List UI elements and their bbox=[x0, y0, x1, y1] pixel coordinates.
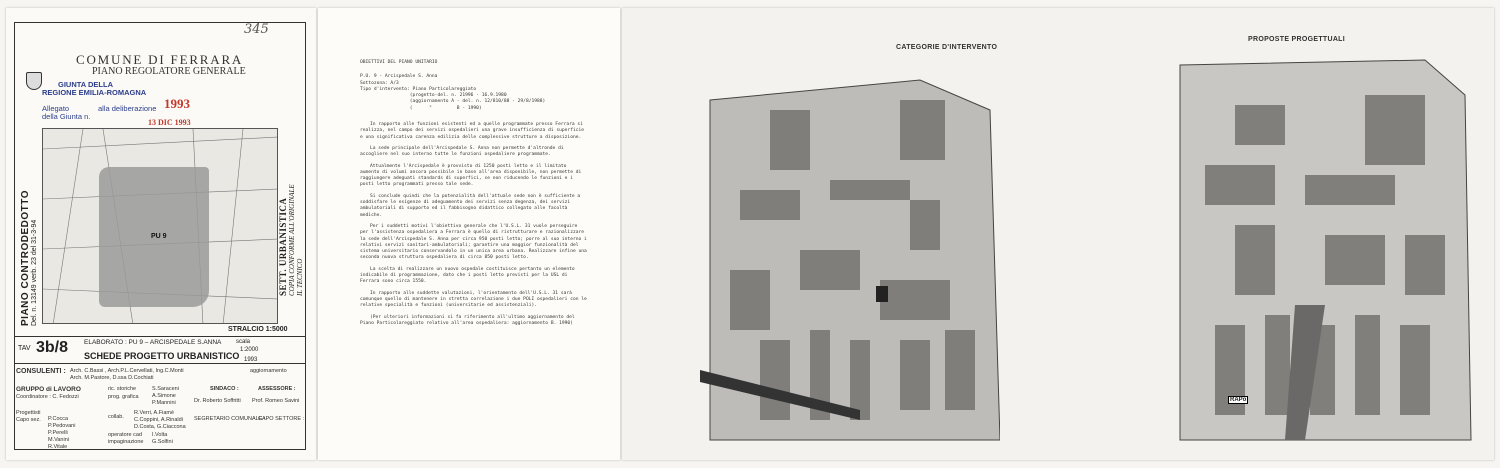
doc-paragraph: In rapporto alle suddette valutazioni, l'orientamento dell'U.S.L. 31 sarà comunque quello di mantenere in stretta correlazione i due POLI ospedalieri con le relative specialità e funzioni (universitarie ed assistenziali). bbox=[360, 290, 587, 309]
ric-storiche-label: ric. storiche bbox=[108, 386, 137, 392]
objectives-document bbox=[360, 60, 588, 332]
giunta-stamp-2: REGIONE EMILIA-ROMAGNA bbox=[42, 88, 147, 97]
schede-title: SCHEDE PROGETTO URBANISTICO bbox=[84, 351, 240, 361]
progettisti-label: Progettisti bbox=[16, 410, 41, 416]
cover-sheet bbox=[6, 8, 316, 460]
assessore-name: Prof. Romeo Savini bbox=[252, 398, 300, 404]
operatore-label: operatore cad impaginazione bbox=[108, 432, 144, 445]
doc-paragraph: Si conclude quindi che la potenzialità dell'attuale sede non è sufficiente a soddisfare le esigenze di adeguamento dei servizi senza degenza, dei servizi ambulatoriali di supporto ed il fabbisogno didattico collegato alle facoltà mediche. bbox=[360, 193, 581, 218]
alla-delibera-label: alla deliberazione bbox=[98, 104, 157, 113]
doc-paragraph: La sede principale dell'Arcispedale S. Anna non permette d'altronde di accogliere nel suo interno tutte le funzioni ospedaliere programmate. bbox=[360, 145, 564, 158]
comune-title: COMUNE DI FERRARA bbox=[76, 52, 244, 67]
doc-paragraph: Attualmente l'Arcispedale è provvisto di 1250 posti letto e il limitato aumento di volumi ancora possibile in base all'area disponibile, non permette di raggiungere adeguati standards di superfici, se non riducendo le funzioni e i posti letto programmati presso tale sede. bbox=[360, 163, 582, 188]
assessore-label: ASSESSORE : bbox=[258, 386, 296, 392]
consulenti-names: Arch. C.Bassi , Arch.P.L.Cervellati, Ing.C.Monti bbox=[70, 368, 184, 374]
ric-names: S.Saraceni A.Simone P.Mannini bbox=[152, 386, 179, 406]
city-crest-icon bbox=[26, 72, 42, 90]
proposte-title: PROPOSTE PROGETTUALI bbox=[1248, 36, 1346, 43]
capo-settore-label: CAPO SETTORE : bbox=[258, 416, 305, 422]
year-stamp: 1993 bbox=[164, 96, 190, 111]
location-map bbox=[42, 128, 278, 324]
elaborato-label: ELABORATO : PU 9 – ARCISPEDALE S.ANNA bbox=[84, 339, 222, 346]
collab-label: collab. bbox=[108, 414, 124, 420]
controdedotto-label: PIANO CONTRODEDOTTO Del. n. 13149 verb. 23 del 31-3-94 bbox=[20, 190, 38, 326]
plan-proposte bbox=[1175, 55, 1475, 450]
allegato-label: Allegato bbox=[42, 104, 70, 113]
plan-proposte-drawing bbox=[1175, 55, 1475, 450]
scala-label: scala bbox=[236, 339, 251, 345]
giunta-stamp-1: GIUNTA DELLA bbox=[58, 80, 113, 89]
tav-number: 3b/8 bbox=[36, 339, 69, 356]
prg-title: PIANO REGOLATORE GENERALE bbox=[92, 66, 246, 77]
collab-names: R.Verri, A.Fiamè C.Coppini, A.Rinaldi D.Costa, G.Ciaccona bbox=[134, 410, 186, 430]
doc-heading: OBIETTIVI DEL PIANO UNITARIO bbox=[360, 60, 438, 65]
stralcio-scale: STRALCIO 1:5000 bbox=[228, 326, 288, 333]
consulenti-label: CONSULENTI : bbox=[16, 368, 66, 375]
segretario-label: SEGRETARIO COMUNALE : bbox=[194, 416, 266, 422]
consulenti-names-2: Arch. M.Pastore, D.ssa D.Cochiati bbox=[70, 375, 154, 381]
scala-value: 1:2000 bbox=[240, 347, 259, 353]
plan-categorie-drawing bbox=[700, 70, 1000, 450]
pu-zone-label: PU 9 bbox=[151, 233, 167, 240]
doc-meta: P.U. 9 - Arcispedale S. Anna Sottozona: A/3 Tipo d'intervento: Piano Particolareggiato (progetto-del. n. 21996 - 16.9.1980 (aggiornamento A - del. n. 12/810/88 - 29/8/1988) ( " B - 1990) bbox=[360, 74, 546, 111]
plan-categorie bbox=[700, 70, 1000, 450]
date-stamp: 13 DIC 1993 bbox=[148, 118, 191, 127]
credits-block bbox=[14, 366, 306, 450]
aggiornamento-label: aggiornamento bbox=[250, 368, 287, 374]
capo-sez-label: Capo sez. bbox=[16, 417, 41, 423]
doc-paragraph: La scelta di realizzare un nuovo ospedale costituisce pertanto un elemento indicabile di programmazione, dato che i posti letto previsti per la USL di Ferrara sono circa 1550. bbox=[360, 266, 575, 285]
giunta-n-label: della Giunta n. bbox=[42, 112, 91, 121]
tav-label: TAV bbox=[18, 345, 31, 352]
doc-paragraph: In rapporto alle funzioni esistenti ed a quelle programmate presso Ferrara si realizza, nel campo dei servizi ospedalieri una grave insufficienza di superficie e una significativa carenza edilizia delle complessive strutture a disposizione. bbox=[360, 122, 585, 140]
text-sheet bbox=[318, 8, 620, 460]
categorie-title: CATEGORIE D'INTERVENTO bbox=[896, 44, 998, 51]
sett-urbanistica-stamp: SETT. URBANISTICA COPIA CONFORME ALL'ORIGINALE IL TECNICO bbox=[278, 184, 304, 296]
sindaco-name: Dr. Roberto Soffritti bbox=[194, 398, 241, 404]
title-block bbox=[14, 336, 306, 364]
progettisti-names: P.Cocca P.Pedovani P.Perelli M.Vanini R.Vitale bbox=[48, 416, 76, 450]
gruppo-label: GRUPPO di LAVORO bbox=[16, 386, 81, 393]
doc-paragraph: Per i suddetti motivi l'obiettivo generale che l'U.S.L. 31 vuole perseguire per l'assistenza ospedaliera a Ferrara è quello di ristrutturare e razionalizzare la sede dell'Arcispedale S. Anna per circa 950 posti letto; porre al suo interno i relativi servizi sanitari-ambulatoriali; garantire una maggior funzionalità del sistema universitario conservandolo in un unica area urbana. Realizzare infine una seconda nuova struttura ospedaliera di circa 850 posti letto. bbox=[360, 223, 587, 261]
operatore-names: I.Volta G.Solfini bbox=[152, 432, 173, 445]
sindaco-label: SINDACO : bbox=[210, 386, 239, 392]
date-value: 1993 bbox=[244, 357, 258, 363]
handwritten-number: 345 bbox=[244, 22, 269, 37]
coordinatore: Coordinatore : C. Fedozzi bbox=[16, 394, 79, 400]
doc-paragraph: (Per ulteriori informazioni si fa riferimento all'ultimo aggiornamento del Piano Particolareggiato relativo all'area ospedaliera: aggiornamento B. 1990) bbox=[360, 314, 575, 326]
prog-grafica-label: prog. grafica bbox=[108, 394, 139, 400]
rapo-label: RAPo bbox=[1230, 397, 1247, 403]
